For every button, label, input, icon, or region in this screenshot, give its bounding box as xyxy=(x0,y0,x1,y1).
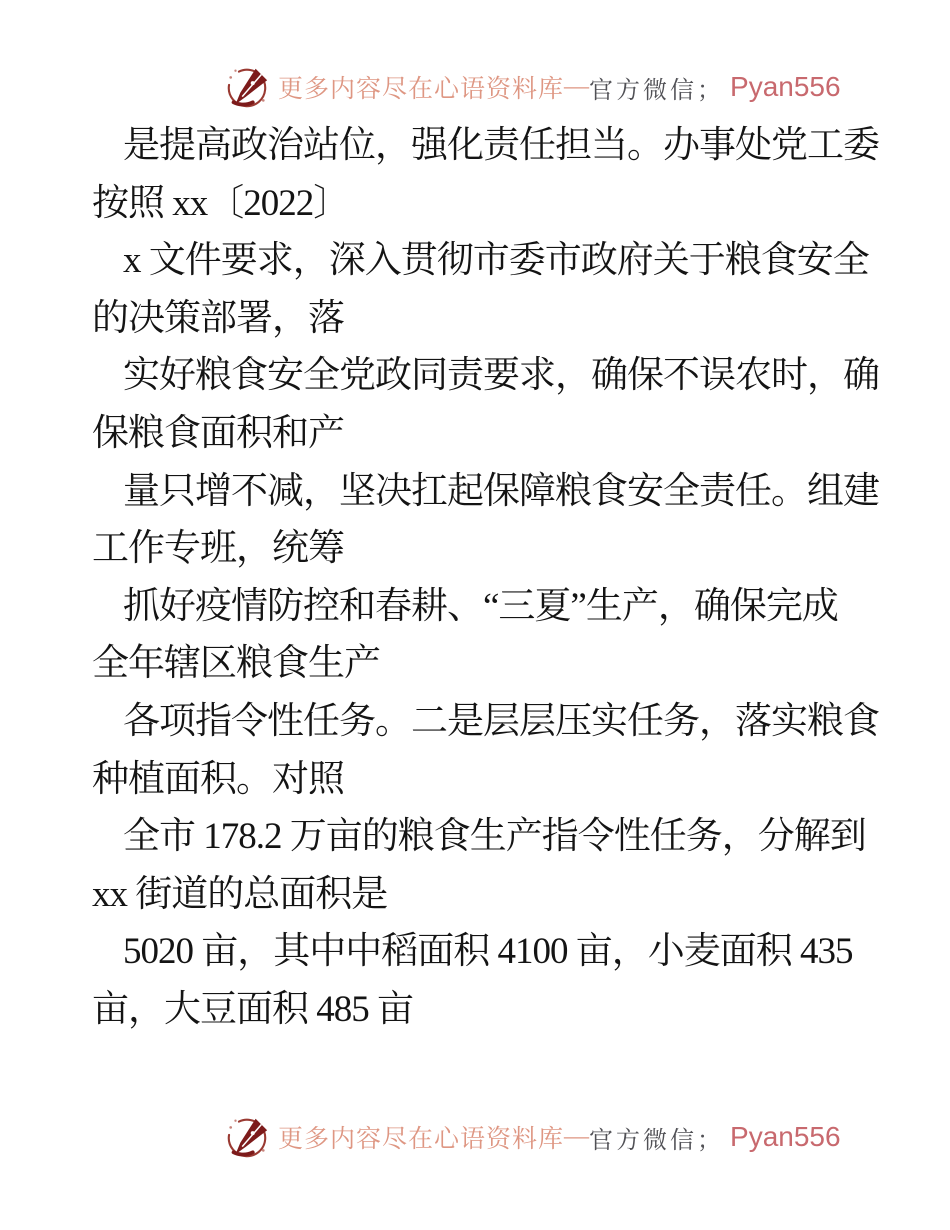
text-line: 全年辖区粮食生产 xyxy=(92,643,380,685)
text-line: 量只增不减，坚决扛起保障粮食安全责任。组建 xyxy=(123,470,879,512)
watermark-brand-text: 更多内容尽在心语资料库 xyxy=(278,1126,565,1153)
text-line: xx 街道的总面积是 xyxy=(92,873,388,915)
watermark-wechat-label: 官方微信； xyxy=(589,1127,725,1154)
text-line: 全市 178.2 万亩的粮食生产指令性任务，分解到 xyxy=(123,816,866,858)
text-line: 抓好疫情防控和春耕、“三夏”生产，确保完成 xyxy=(123,585,838,627)
text-line: 按照 xx〔2022〕 xyxy=(92,182,350,224)
text-line: 实好粮食安全党政同责要求，确保不误农时，确 xyxy=(123,355,879,397)
watermark-brand-text: 更多内容尽在心语资料库 xyxy=(278,76,565,103)
text-line: 工作专班，统筹 xyxy=(92,528,344,570)
text-line: 是提高政治站位，强化责任担当。办事处党工委 xyxy=(123,125,879,166)
text-line: x 文件要求，深入贯彻市委市政府关于粮食安全 xyxy=(123,240,869,282)
watermark-dash: — xyxy=(564,73,590,100)
watermark-header xyxy=(224,62,841,112)
watermark-wechat-id: Pyan556 xyxy=(730,1121,841,1152)
pen-nib-circle-icon xyxy=(224,1112,270,1162)
watermark-wechat-id: Pyan556 xyxy=(730,71,841,102)
watermark-footer xyxy=(224,1112,841,1162)
text-line: 保粮食面积和产 xyxy=(92,412,344,454)
watermark-dash: — xyxy=(564,1123,590,1150)
text-line: 5020 亩，其中中稻面积 4100 亩，小麦面积 435 xyxy=(123,931,853,973)
text-line: 各项指令性任务。二是层层压实任务，落实粮食 xyxy=(123,700,879,742)
text-line: 种植面积。对照 xyxy=(92,758,344,800)
watermark-wechat-label: 官方微信； xyxy=(589,77,725,104)
document-body xyxy=(92,117,882,1039)
text-line: 的决策部署，落 xyxy=(92,297,344,339)
text-line: 亩，大豆面积 485 亩 xyxy=(92,988,413,1030)
pen-nib-circle-icon xyxy=(224,62,270,112)
